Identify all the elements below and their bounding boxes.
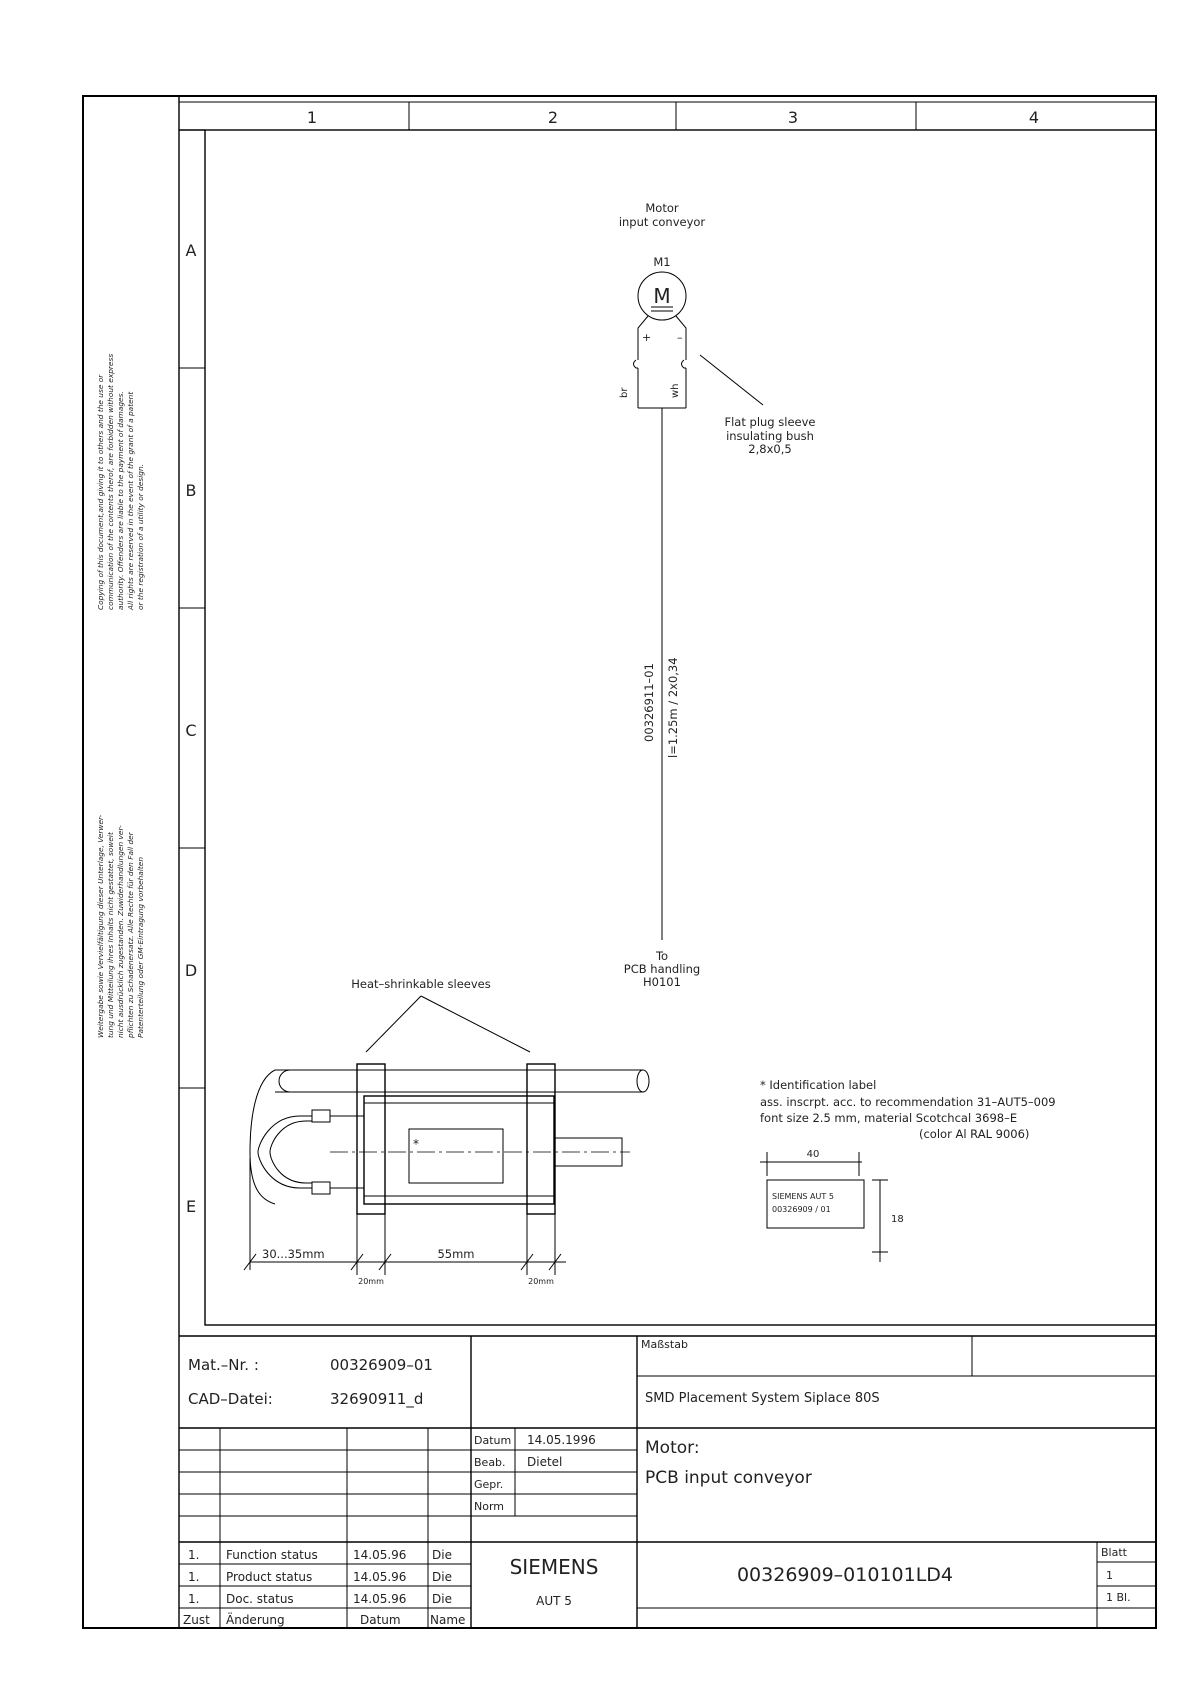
column-1: 1	[306, 108, 318, 127]
plug-right-icon	[682, 360, 687, 368]
label-height: 18	[891, 1214, 904, 1225]
svg-text:nicht ausdrücklich zugestanden: nicht ausdrücklich zugestanden. Zuwiderhandlungen ver-	[116, 825, 125, 1038]
svg-text:Weitergabe sowie Vervielfältig: Weitergabe sowie Vervielfältigung dieser Unterlage, Verwer-	[96, 814, 105, 1038]
plug-left-icon	[634, 360, 639, 368]
title-block	[179, 1336, 1156, 1628]
svg-text:Copying of this document,and g: Copying of this document,and giving it to others and the use or	[96, 374, 105, 610]
drawing-number: 00326909–010101LD4	[736, 1564, 954, 1586]
column-4: 4	[1028, 108, 1040, 127]
id-line-3: font size 2.5 mm, material Scotchcal 3698–E	[760, 1111, 1018, 1125]
title-line-2: PCB input conveyor	[645, 1468, 812, 1488]
svg-text:Name: Name	[430, 1613, 466, 1627]
plug-label-2: insulating bush	[726, 429, 814, 443]
svg-text:Datum: Datum	[474, 1434, 512, 1447]
dim-20-right: 20mm	[528, 1277, 554, 1286]
id-line-1: * Identification label	[760, 1078, 877, 1092]
svg-text:14.05.96: 14.05.96	[353, 1570, 407, 1584]
column-dividers	[179, 102, 1156, 130]
plug-label-3: 2,8x0,5	[748, 442, 792, 456]
notice-german	[96, 814, 145, 1039]
svg-text:All rights are reserved in the: All rights are reserved in the event of the grant of a patent	[126, 391, 135, 610]
row-D: D	[184, 961, 198, 980]
svg-text:14.05.1996: 14.05.1996	[527, 1433, 596, 1447]
svg-text:Norm: Norm	[474, 1500, 505, 1513]
dim-55: 55mm	[437, 1247, 475, 1261]
mat-label: Mat.–Nr. :	[188, 1356, 259, 1374]
motor-ref: M1	[653, 255, 671, 269]
mat-value: 00326909–01	[330, 1356, 433, 1374]
sleeve-left	[357, 1064, 385, 1214]
svg-text:Zust: Zust	[183, 1613, 210, 1627]
svg-text:Dietel: Dietel	[527, 1455, 563, 1469]
svg-text:00326909 / 01: 00326909 / 01	[772, 1205, 831, 1214]
svg-text:Blatt: Blatt	[1101, 1546, 1127, 1559]
motor-body	[364, 1096, 554, 1204]
svg-text:Gepr.: Gepr.	[474, 1478, 504, 1491]
row-E: E	[185, 1197, 197, 1216]
svg-text:+: +	[642, 331, 652, 344]
cad-label: CAD–Datei:	[188, 1390, 273, 1408]
svg-text:Änderung: Änderung	[226, 1613, 285, 1627]
wire-wh: wh	[670, 383, 681, 398]
svg-text:14.05.96: 14.05.96	[353, 1548, 407, 1562]
to-1: To	[655, 949, 669, 963]
to-3: H0101	[643, 975, 681, 989]
svg-text:pflichten zu Schadenersatz. Al: pflichten zu Schadenersatz. Alle Rechte für den Fall der	[126, 832, 135, 1038]
cable-id: 00326911–01	[642, 663, 656, 742]
system-name: SMD Placement System Siplace 80S	[645, 1391, 880, 1406]
svg-text:authority. Offenders are liabl: authority. Offenders are liable to the payment of damages.	[116, 391, 125, 610]
dim-20-left: 20mm	[358, 1277, 384, 1286]
svg-text:Product status: Product status	[226, 1570, 313, 1584]
label-sample	[767, 1180, 864, 1228]
cable-spec: l=1.25m / 2x0,34	[666, 657, 680, 758]
dim-30-35: 30...35mm	[262, 1247, 325, 1261]
row-C: C	[185, 721, 197, 740]
wire-br: br	[619, 387, 630, 398]
motor-title-2: input conveyor	[618, 215, 706, 229]
column-3: 3	[787, 108, 799, 127]
svg-text:or the registration of a utili: or the registration of a utility or design.	[136, 463, 145, 610]
svg-text:Beab.: Beab.	[474, 1456, 506, 1469]
id-line-4: (color Al RAL 9006)	[919, 1127, 1030, 1141]
svg-text:14.05.96: 14.05.96	[353, 1592, 407, 1606]
motor-detail-drawing	[244, 977, 649, 1286]
svg-text:SIEMENS AUT 5: SIEMENS AUT 5	[772, 1192, 834, 1201]
row-A: A	[185, 241, 197, 260]
svg-text:communication of the contents: communication of the contents therof, are forbidden without express	[106, 353, 115, 610]
svg-text:Doc. status: Doc. status	[226, 1592, 294, 1606]
svg-text:–: –	[677, 331, 683, 344]
svg-text:1.: 1.	[188, 1570, 200, 1584]
svg-text:Patenterteilung oder GM-Eintra: Patenterteilung oder GM-Eintragung vorbehalten	[136, 856, 145, 1038]
motor-letter: M	[653, 284, 671, 308]
svg-text:1.: 1.	[188, 1592, 200, 1606]
sleeve-right	[527, 1064, 555, 1214]
label-width: 40	[806, 1149, 820, 1160]
column-2: 2	[547, 108, 559, 127]
heat-shrink-label: Heat–shrinkable sleeves	[351, 977, 491, 991]
inner-frame	[205, 130, 1156, 1325]
company-name: SIEMENS	[509, 1555, 599, 1579]
plug-label-1: Flat plug sleeve	[724, 415, 816, 429]
title-line-1: Motor:	[645, 1438, 700, 1458]
svg-text:*: *	[413, 1137, 419, 1151]
cad-value: 32690911_d	[330, 1390, 424, 1408]
motor-schematic	[619, 201, 816, 989]
notice-english	[96, 354, 145, 611]
svg-text:Die: Die	[432, 1592, 452, 1606]
identification-label	[760, 1078, 1056, 1262]
svg-text:Die: Die	[432, 1570, 452, 1584]
svg-text:Datum: Datum	[360, 1613, 401, 1627]
division: AUT 5	[536, 1594, 572, 1608]
massstab-label: Maßstab	[641, 1338, 688, 1351]
svg-text:tung und Mitteilung ihres Inha: tung und Mitteilung ihres Inhalts nicht gestattet, soweit	[106, 832, 115, 1038]
svg-text:1 Bl.: 1 Bl.	[1106, 1591, 1131, 1604]
svg-text:1.: 1.	[188, 1548, 200, 1562]
id-line-2: ass. inscrpt. acc. to recommendation 31–AUT5–009	[760, 1095, 1056, 1109]
svg-text:Function status: Function status	[226, 1548, 318, 1562]
motor-title-1: Motor	[645, 201, 679, 215]
svg-text:1: 1	[1106, 1569, 1113, 1582]
to-2: PCB handling	[623, 962, 701, 976]
svg-text:Die: Die	[432, 1548, 452, 1562]
row-B: B	[185, 481, 197, 500]
